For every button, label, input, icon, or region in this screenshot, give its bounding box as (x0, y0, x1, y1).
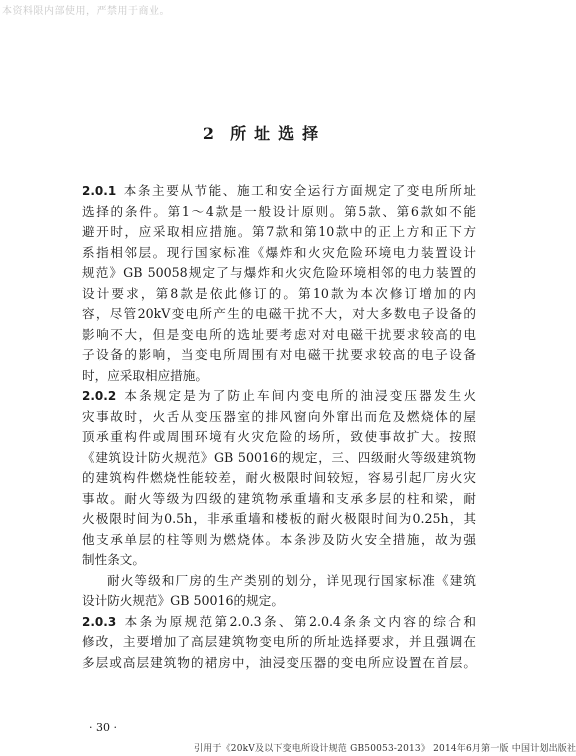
clause-number: 2.0.2 (82, 389, 117, 403)
text-line: 事故。耐火等级为四级的建筑物承重墙和支承多层的柱和梁，耐 (82, 490, 476, 506)
text-line: 避开时，应采取相应措施。第7款和第10款中的正上方和正下方 (82, 224, 476, 239)
text-line: 影响不大，但是变电所的选址要考虑对对电磁干扰要求较高的电 (82, 326, 476, 342)
watermark-text: 本资料限内部使用，严禁用于商业。 (2, 6, 170, 17)
text-line: 容，尽管20kV变电所产生的电磁干扰不大，对大多数电子设备的 (82, 306, 476, 321)
text-line: 多层或高层建筑物的裙房中，油浸变压器的变电所应设置在首层。 (82, 654, 476, 670)
text-line: 火极限时间为0.5h，非承重墙和楼板的耐火极限时间为0.25h，其 (82, 511, 476, 526)
chapter-name: 所址选择 (230, 124, 327, 143)
text-line: 修改，主要增加了高层建筑物变电所的所址选择要求，并且强调在 (82, 634, 476, 649)
page-number: · 30 · (89, 721, 117, 734)
chapter-number: 2 (202, 124, 217, 143)
clause-2-0-2-line: 2.0.2 本条规定是为了防止车间内变电所的油浸变压器发生火 (82, 388, 476, 403)
text-line: 选择的条件。第1～4款是一般设计原则。第5款、第6款如不能 (82, 203, 476, 219)
clause-number: 2.0.3 (82, 614, 117, 629)
text-line: 的建筑构件燃烧性能较差，耐火极限时间较短，容易引起厂房火灾 (82, 470, 476, 485)
clause-2-0-3-line: 2.0.3 本条为原规范第2.0.3条、第2.0.4条条文内容的综合和 (82, 613, 476, 629)
citation-footer: 引用于《20kV及以下变电所设计规范 GB50053-2013》 2014年6月第一版 中国计划出版社 (194, 744, 576, 754)
text-line: 时，应采取相应措施。 (82, 367, 208, 383)
text-line: 《建筑设计防火规范》GB 50016的规定，三、四级耐火等级建筑物 (82, 449, 476, 465)
text-line: 规范》GB 50058规定了与爆炸和火灾危险环境相邻的电力装置的 (82, 265, 476, 280)
text-line: 设计要求，第8款是依此修订的。第10款为本次修订增加的内 (82, 285, 476, 301)
text-line: 制性条文。 (82, 552, 145, 567)
text-line: 灾事故时，火舌从变压器室的排风窗向外窜出而危及燃烧体的屋 (82, 408, 476, 424)
text-line: 他支承单层的柱等则为燃烧体。本条涉及防火安全措施，故为强 (82, 531, 476, 547)
note-line: 耐火等级和厂房的生产类别的划分，详见现行国家标准《建筑 (107, 572, 476, 588)
body-text (82, 181, 476, 673)
clause-2-0-1-line: 2.0.1 本条主要从节能、施工和安全运行方面规定了变电所所址 (82, 183, 476, 198)
clause-number: 2.0.1 (82, 184, 117, 198)
text-line: 子设备的影响，当变电所周围有对电磁干扰要求较高的电子设备 (82, 347, 476, 362)
text-line: 设计防火规范》GB 50016的规定。 (82, 593, 284, 608)
chapter-title (0, 121, 529, 144)
text-line: 系指相邻层。现行国家标准《爆炸和火灾危险环境电力装置设计 (82, 244, 476, 260)
text-line: 顶承重构件或周围环境有火灾危险的场所，致使事故扩大。按照 (82, 429, 476, 444)
